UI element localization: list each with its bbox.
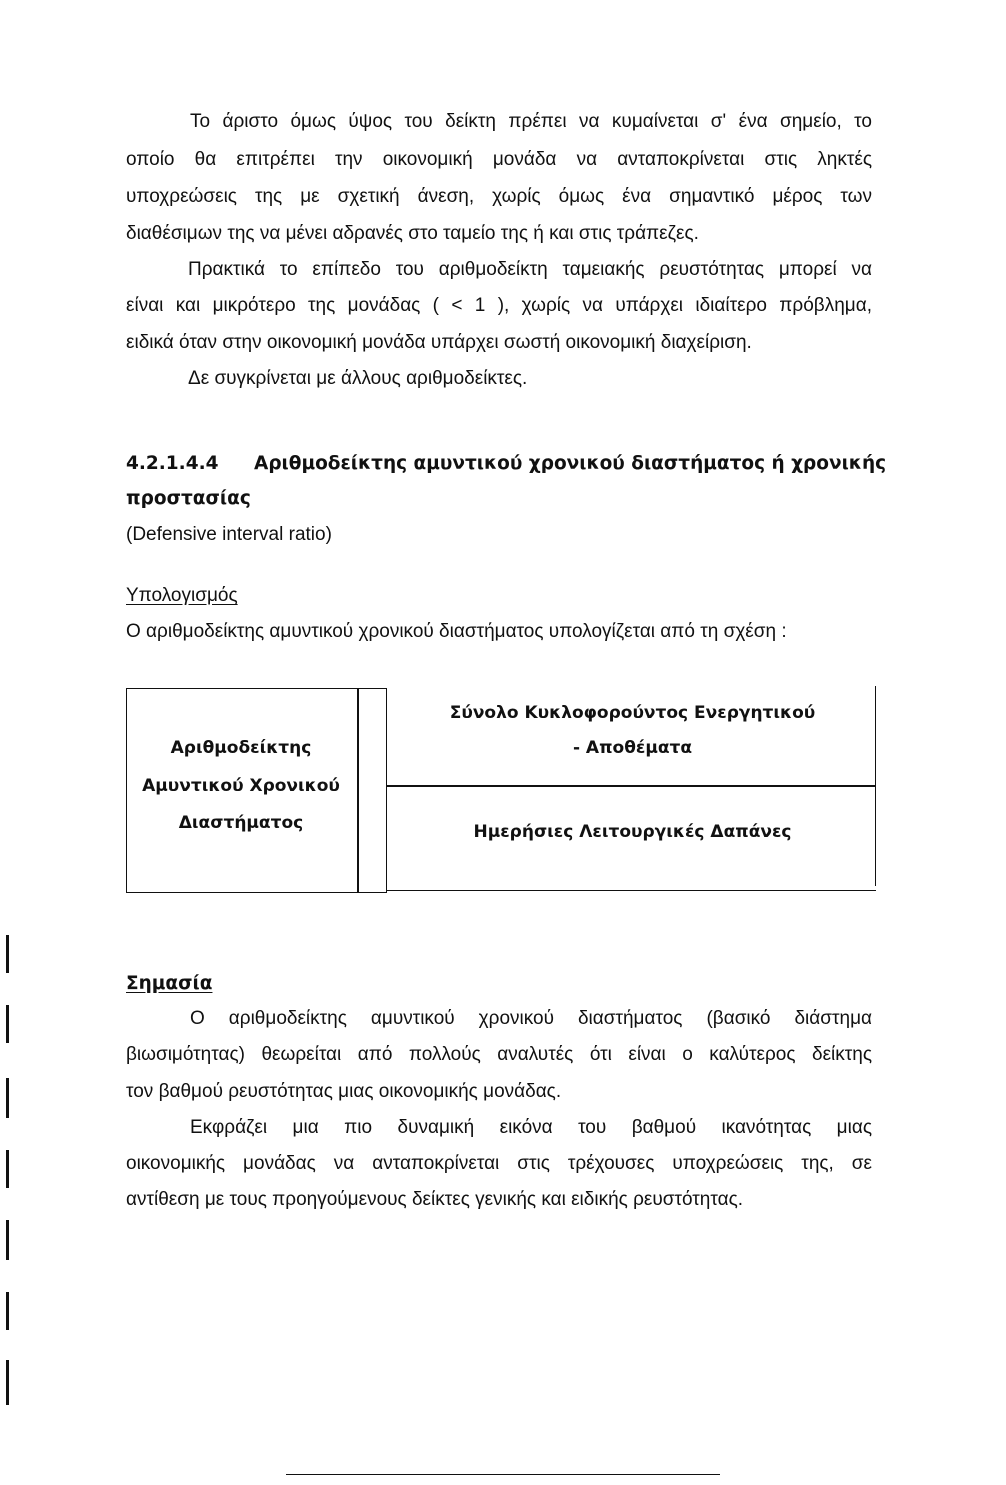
margin-mark [6, 1292, 9, 1330]
footer-rule [286, 1474, 720, 1475]
margin-mark [6, 1220, 9, 1260]
margin-mark [6, 1150, 9, 1188]
formula-left-label: Αμυντικού Χρονικού [142, 776, 340, 796]
calc-heading: Υπολογισμός [126, 585, 238, 606]
fraction-bar [387, 785, 876, 787]
margin-mark [6, 935, 9, 973]
formula-numerator: - Αποθέματα [572, 738, 693, 758]
section-subtitle: (Defensive interval ratio) [126, 524, 332, 545]
text-line: Εκφράζει μια πιο δυναμική εικόνα του βαθμού ικανότητας μιας [190, 1117, 872, 1138]
section-title-continued: προστασίας [126, 488, 251, 509]
text-line: Ο αριθμοδείκτης αμυντικού χρονικού διαστήματος (βασικό διάστημα [190, 1008, 872, 1029]
formula-left-label: Αριθμοδείκτης [170, 738, 312, 758]
formula-right-edge [875, 686, 876, 886]
text-line: τον βαθμού ρευστότητας μιας οικονομικής μονάδας. [126, 1081, 562, 1102]
formula-divider [357, 688, 359, 893]
text-line: είναι και μικρότερο της μονάδας ( < 1 ), χωρίς να υπάρχει ιδιαίτερο πρόβλημα, [126, 295, 872, 316]
section-number: 4.2.1.4.4 [126, 453, 219, 474]
formula-left-label: Διαστήματος [178, 813, 304, 833]
formula-numerator: Σύνολο Κυκλοφορούντος Ενεργητικού [449, 703, 816, 723]
calc-text: Ο αριθμοδείκτης αμυντικού χρονικού διαστήματος υπολογίζεται από τη σχέση : [126, 621, 787, 642]
text-line: βιωσιμότητας) θεωρείται από πολλούς αναλυτές ότι είναι ο καλύτερος δείκτης [126, 1044, 872, 1065]
text-line: αντίθεση με τους προηγούμενους δείκτες γενικής και ειδικής ρευστότητας. [126, 1189, 744, 1210]
text-line: ειδικά όταν στην οικονομική μονάδα υπάρχει σωστή οικονομική διαχείριση. [126, 332, 752, 353]
formula-denominator: Ημερήσιες Λειτουργικές Δαπάνες [473, 822, 792, 842]
margin-mark [6, 1005, 9, 1043]
text-line: οικονομικής μονάδας να ανταποκρίνεται στις τρέχουσες υποχρεώσεις της, σε [126, 1153, 872, 1174]
text-line: οποίο θα επιτρέπει την οικονομική μονάδα να ανταποκρίνεται στις ληκτές [126, 149, 872, 170]
text-line: Το άριστο όμως ύψος του δείκτη πρέπει να κυμαίνεται σ' ένα σημείο, το [190, 111, 872, 132]
text-line: υποχρεώσεις της με σχετική άνεση, χωρίς όμως ένα σημαντικό μέρος των [126, 186, 872, 207]
margin-mark [6, 1360, 9, 1405]
text-line: Πρακτικά το επίπεδο του αριθμοδείκτη ταμειακής ρευστότητας μπορεί να [188, 259, 872, 280]
formula-bottom-edge [387, 890, 876, 891]
paragraph-3: Δε συγκρίνεται με άλλους αριθμοδείκτες. [188, 368, 528, 389]
meaning-heading: Σημασία [126, 973, 213, 994]
margin-mark [6, 1078, 9, 1118]
text-line: διαθέσιμων της να μένει αδρανές στο ταμείο της ή και στις τράπεζες. [126, 223, 699, 244]
section-title: Αριθμοδείκτης αμυντικού χρονικού διαστήματος ή χρονικής [254, 453, 887, 474]
